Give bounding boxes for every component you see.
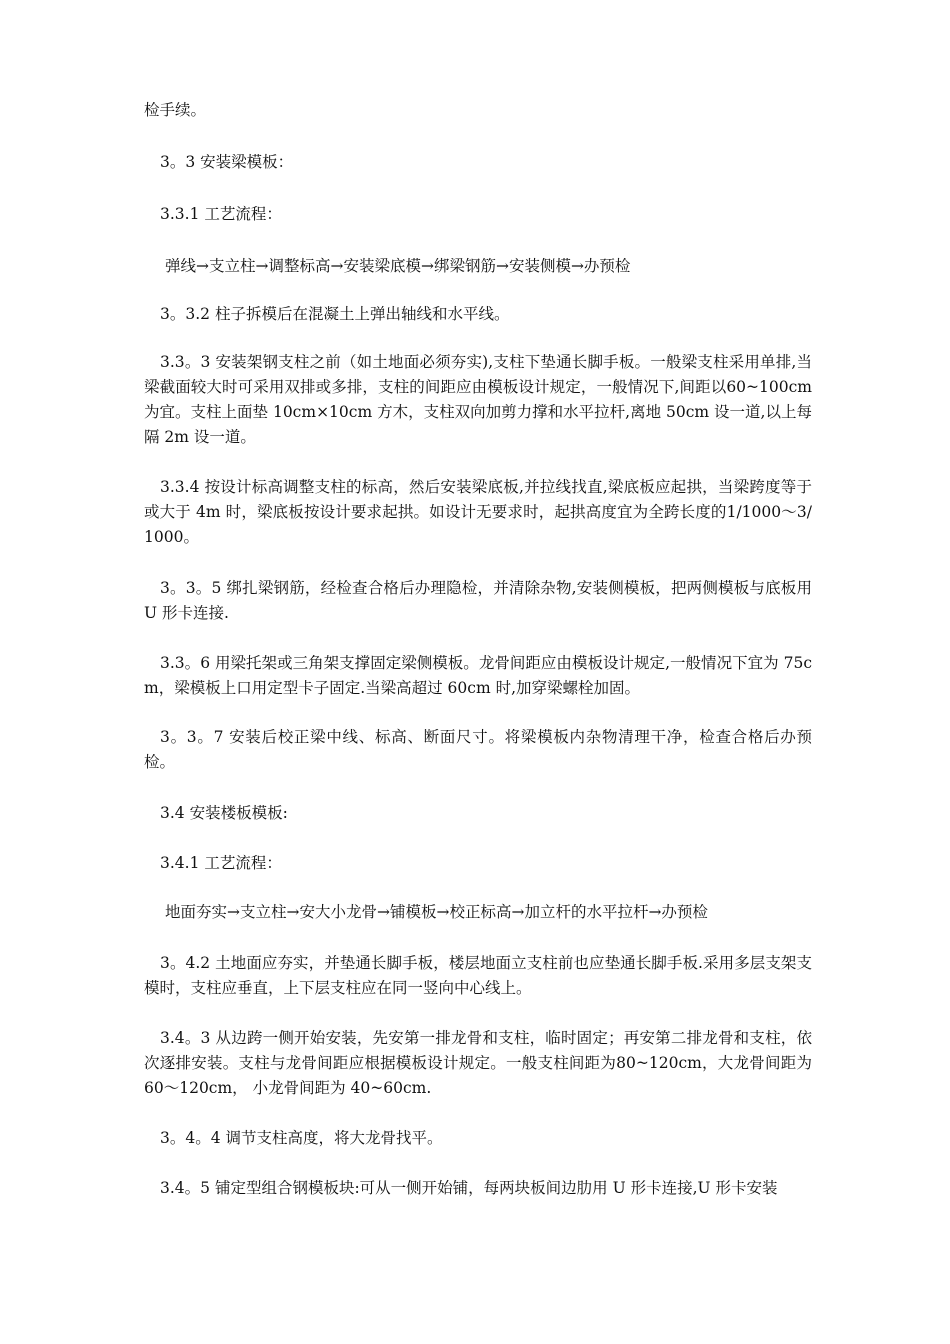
paragraph-3-3-6: 3.3。6 用梁托架或三角架支撑固定梁侧模板。龙骨间距应由模板设计规定,一般情况下宜为 75cm，梁模板上口用定型卡子固定.当梁高超过 60cm 时,加穿梁螺栓加固。 <box>144 654 812 697</box>
paragraph-3-3-3: 3.3。3 安装架钢支柱之前（如土地面必须夯实),支柱下垫通长脚手板。一般梁支柱采用单排,当梁截面较大时可采用双排或多排，支柱的间距应由模板设计规定，一般情况下,间距以60~100cm 为宜。支柱上面垫 10cm×10cm 方木，支柱双向加剪力撑和水平拉杆,离地 50cm 设一道,以上每隔 2m 设一道。 <box>144 353 812 446</box>
paragraph-3-3-7: 3。3。7 安装后校正梁中线、标高、断面尺寸。将梁模板内杂物清理干净，检查合格后办预检。 <box>144 728 812 771</box>
paragraph-3-4-5: 3.4。5 铺定型组合钢模板块:可从一侧开始铺，每两块板间边肋用 U 形卡连接,U 形卡安装 <box>160 1179 778 1197</box>
section-heading-3-3: 3。3 安装梁模板： <box>160 153 294 171</box>
paragraph-3-3-2: 3。3.2 柱子拆模后在混凝土上弹出轴线和水平线。 <box>160 305 510 323</box>
section-heading-3-4: 3.4 安装楼板模板: <box>160 804 288 822</box>
paragraph-3-4-3: 3.4。3 从边跨一侧开始安装，先安第一排龙骨和支柱，临时固定；再安第二排龙骨和支柱，依次逐排安装。支柱与龙骨间距应根据模板设计规定。一般支柱间距为80~120cm，大龙骨间距为 60～120cm， 小龙骨间距为 40~60cm. <box>144 1029 812 1097</box>
paragraph-3-4-2: 3。4.2 土地面应夯实，并垫通长脚手板，楼层地面立支柱前也应垫通长脚手板.采用多层支架支模时，支柱应垂直，上下层支柱应在同一竖向中心线上。 <box>144 954 812 997</box>
subsection-heading-3-3-1: 3.3.1 工艺流程： <box>160 205 282 223</box>
paragraph-3-3-5: 3。3。5 绑扎梁钢筋，经检查合格后办理隐检，并清除杂物,安装侧模板，把两侧模板与底板用 U 形卡连接. <box>144 579 812 622</box>
paragraph-3-3-4: 3.3.4 按设计标高调整支柱的标高，然后安装梁底板,并拉线找直,梁底板应起拱，当梁跨度等于或大于 4m 时，梁底板按设计要求起拱。如设计无要求时，起拱高度宜为全跨长度的1/1000～3/1000。 <box>144 478 812 546</box>
process-flow-slab: 地面夯实→支立柱→安大小龙骨→铺模板→校正标高→加立杆的水平拉杆→办预检 <box>165 903 708 921</box>
paragraph-continuation: 检手续。 <box>144 101 207 119</box>
subsection-heading-3-4-1: 3.4.1 工艺流程： <box>160 854 282 872</box>
process-flow-beam: 弹线→支立柱→调整标高→安装梁底模→绑梁钢筋→安装侧模→办预检 <box>165 257 631 275</box>
paragraph-3-4-4: 3。4。4 调节支柱高度，将大龙骨找平。 <box>160 1129 443 1147</box>
